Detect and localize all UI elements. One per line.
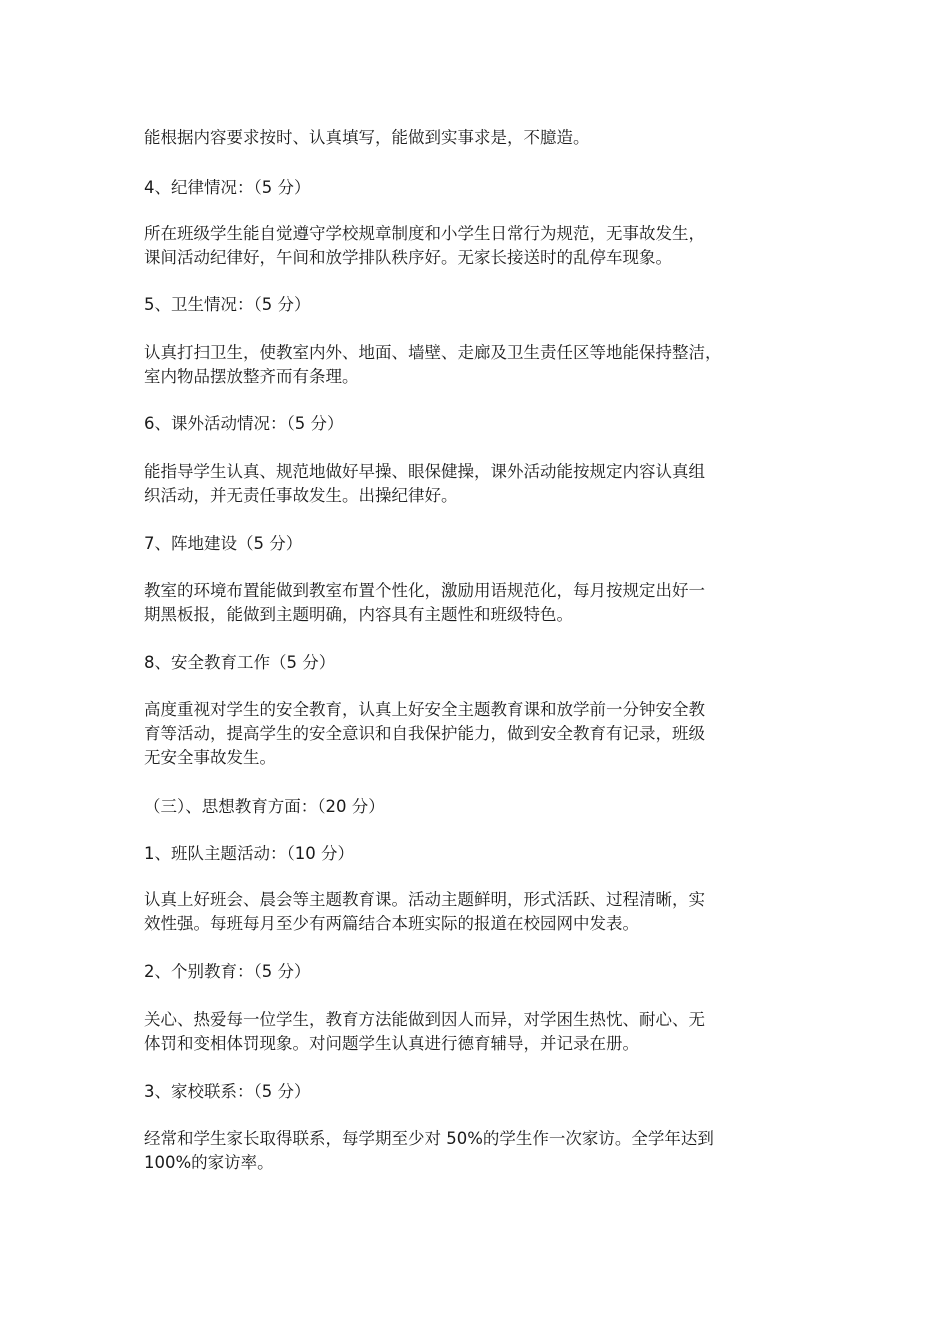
paragraph: 能根据内容要求按时、认真填写，能做到实事求是，不臆造。: [144, 128, 590, 147]
section-heading: 7、阵地建设（5 分）: [144, 534, 303, 553]
paragraph: 认真上好班会、晨会等主题教育课。活动主题鲜明，形式活跃、过程清晰，实 效性强。每班每月至少有两篇结合本班实际的报道在校园网中发表。: [144, 890, 705, 933]
section-heading: 4、纪律情况：（5 分）: [144, 178, 311, 197]
paragraph: 能指导学生认真、规范地做好早操、眼保健操，课外活动能按规定内容认真组 织活动，并无责任事故发生。出操纪律好。: [144, 462, 705, 505]
paragraph: 认真打扫卫生，使教室内外、地面、墙壁、走廊及卫生责任区等地能保持整洁， 室内物品摆放整齐而有条理。: [144, 343, 722, 386]
paragraph: 教室的环境布置能做到教室布置个性化，激励用语规范化，每月按规定出好一 期黑板报，能做到主题明确，内容具有主题性和班级特色。: [144, 581, 705, 624]
paragraph: 经常和学生家长取得联系，每学期至少对 50%的学生作一次家访。全学年达到 100%的家访率。: [144, 1129, 714, 1172]
section-heading: 2、个别教育：（5 分）: [144, 962, 311, 981]
section-heading: （三）、思想教育方面：（20 分）: [144, 797, 385, 816]
section-heading: 3、家校联系：（5 分）: [144, 1082, 311, 1101]
section-heading: 5、卫生情况：（5 分）: [144, 295, 311, 314]
paragraph: 关心、热爱每一位学生，教育方法能做到因人而异，对学困生热忱、耐心、无 体罚和变相体罚现象。对问题学生认真进行德育辅导，并记录在册。: [144, 1010, 705, 1053]
section-heading: 1、班队主题活动：（10 分）: [144, 844, 354, 863]
section-heading: 6、课外活动情况：（5 分）: [144, 414, 344, 433]
section-heading: 8、安全教育工作（5 分）: [144, 653, 336, 672]
paragraph: 高度重视对学生的安全教育，认真上好安全主题教育课和放学前一分钟安全教 育等活动，提高学生的安全意识和自我保护能力，做到安全教育有记录，班级 无安全事故发生。: [144, 700, 705, 767]
paragraph: 所在班级学生能自觉遵守学校规章制度和小学生日常行为规范，无事故发生， 课间活动纪律好，午间和放学排队秩序好。无家长接送时的乱停车现象。: [144, 224, 705, 267]
